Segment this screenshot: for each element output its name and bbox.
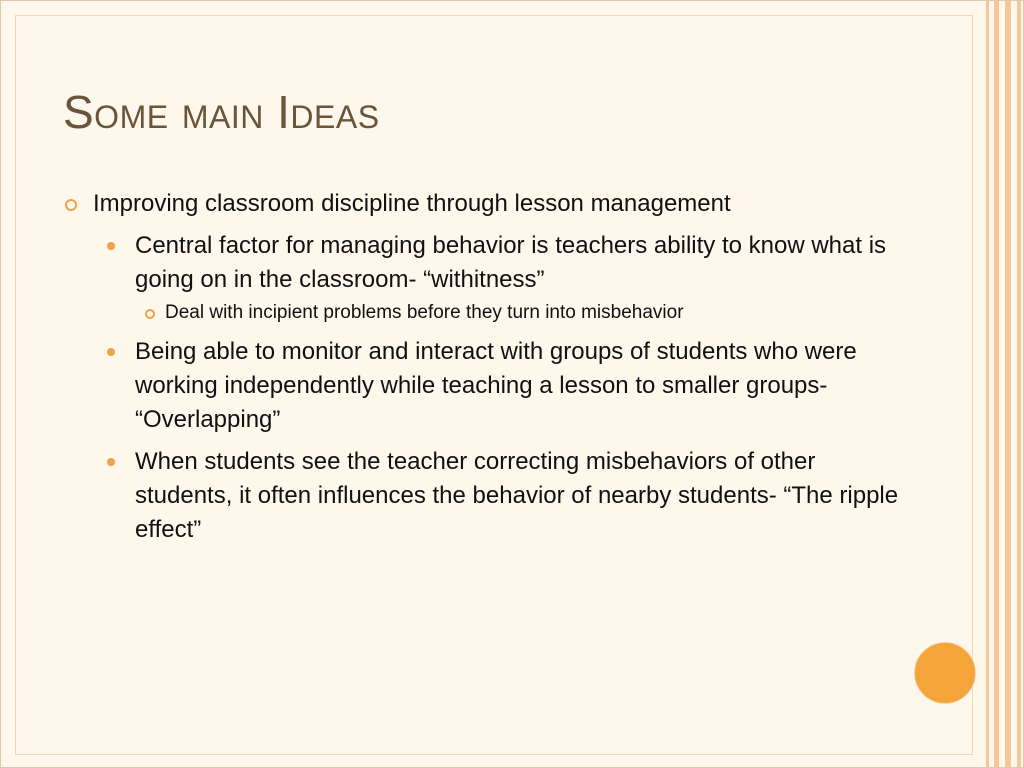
bullet-level-1: [63, 187, 903, 221]
bullet-level-2: [63, 445, 903, 547]
stripe: [1005, 1, 1011, 768]
decorative-circle: [914, 642, 976, 704]
decorative-stripes: [977, 1, 1023, 768]
stripe: [1017, 1, 1021, 768]
dot-bullet-icon: [107, 458, 115, 466]
bullet-level-3: [63, 299, 903, 327]
bullet-list: [63, 187, 903, 547]
bullet-text: When students see the teacher correcting misbehaviors of other students, it often influences the behavior of nearby students- “The ripple effect”: [135, 448, 899, 543]
bullet-level-2: [63, 335, 903, 437]
bullet-text: Central factor for managing behavior is teachers ability to know what is going on in the classroom- “withitness”: [135, 232, 887, 293]
bullet-text: Being able to monitor and interact with groups of students who were working independently while teaching a lesson to smaller groups- “Overlapping”: [135, 338, 857, 433]
ring-bullet-icon: [145, 309, 155, 319]
bullet-text: Improving classroom discipline through lesson management: [93, 190, 731, 217]
stripe: [986, 1, 989, 768]
stripe: [994, 1, 999, 768]
bullet-text: Deal with incipient problems before they turn into misbehavior: [165, 302, 684, 323]
slide-title: Some main Ideas: [63, 86, 380, 138]
bullet-level-2: [63, 229, 903, 297]
dot-bullet-icon: [107, 242, 115, 250]
ring-bullet-icon: [65, 199, 77, 211]
dot-bullet-icon: [107, 348, 115, 356]
